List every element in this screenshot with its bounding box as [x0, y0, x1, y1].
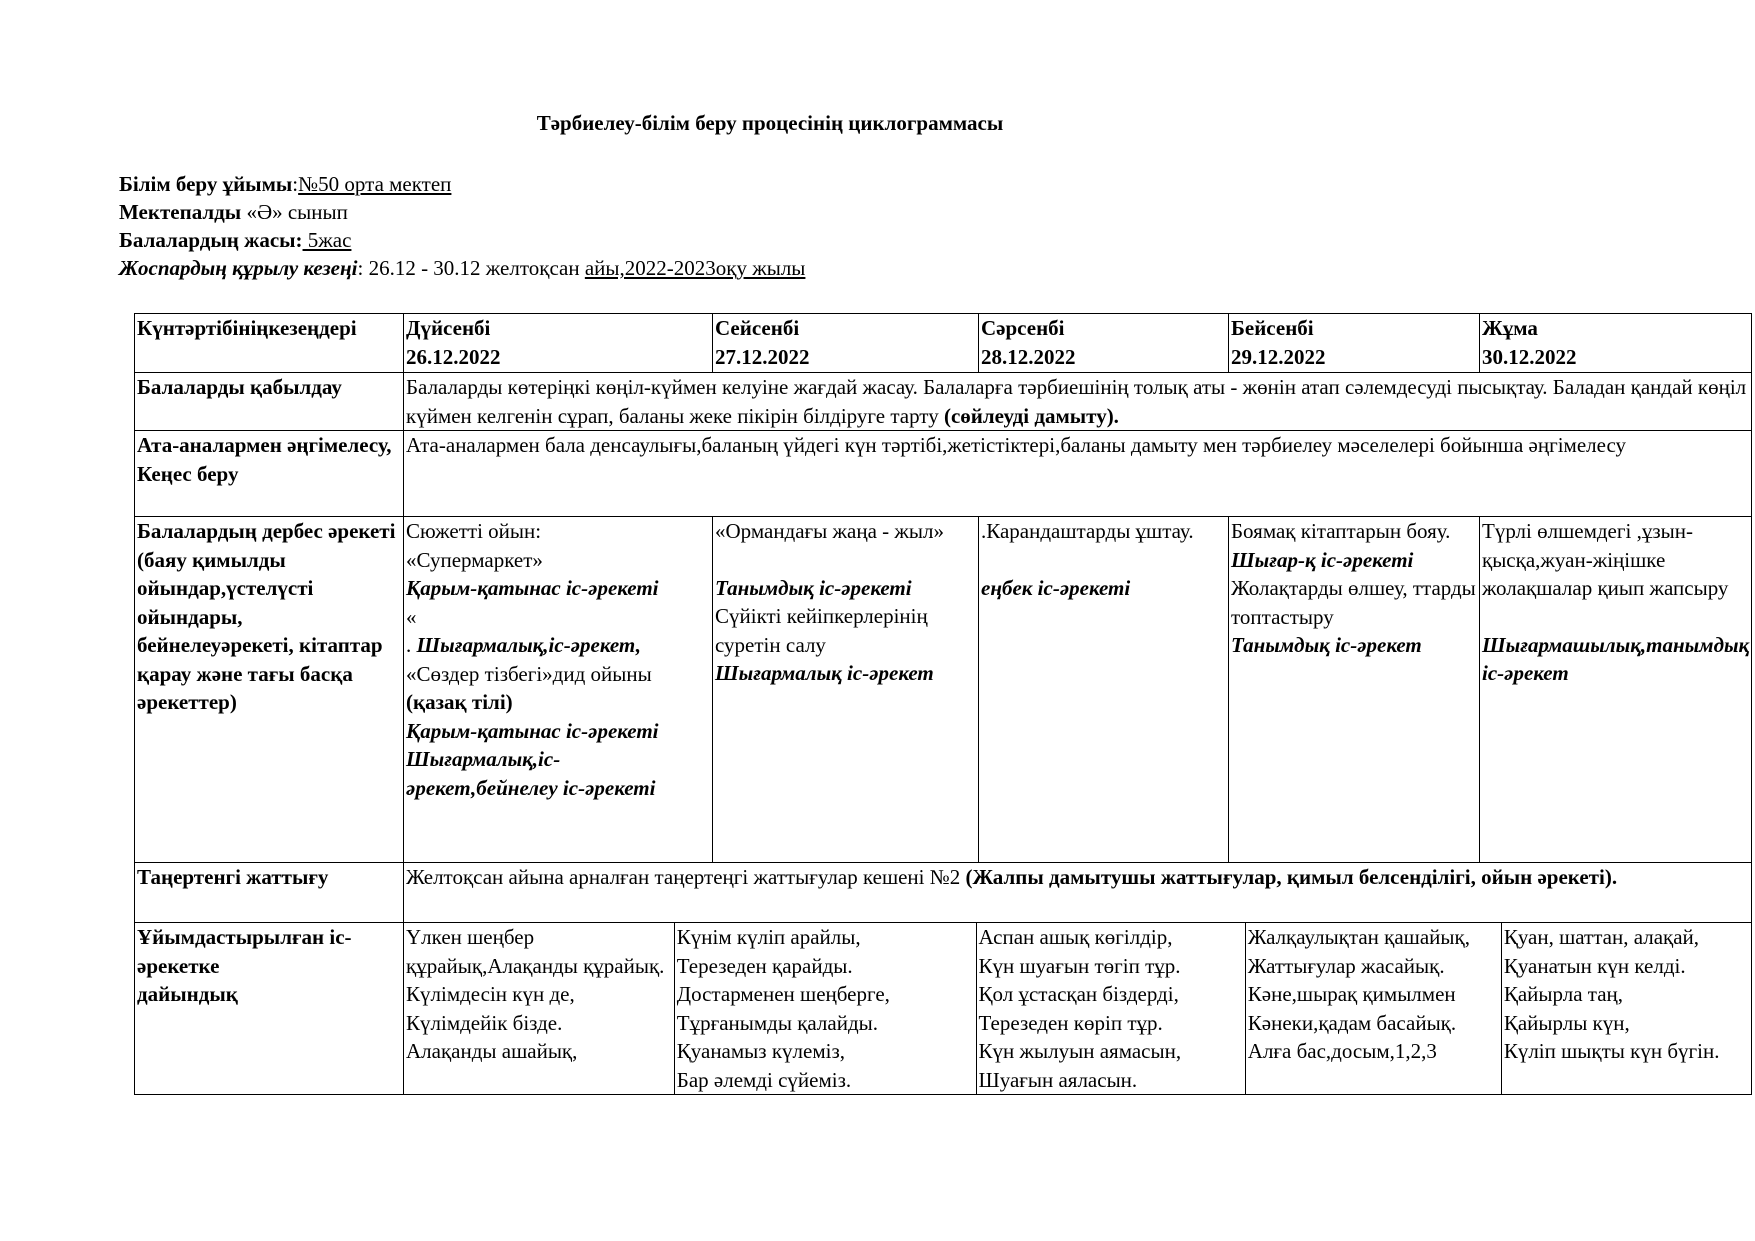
activity-line: Сүйікті кейіпкерлерінің суретін салу — [715, 604, 928, 657]
parents-row — [135, 431, 1752, 517]
reception-label: Балаларды қабылдау — [135, 373, 404, 431]
day-name: Сейсенбі — [715, 316, 800, 340]
activity-type: Шығармалық,іс-әрекет,бейнелеу іс-әрекеті — [406, 747, 656, 800]
exercise-row — [135, 863, 1752, 923]
parents-label: Ата-аналармен әңгімелесу, Кеңес беру — [135, 431, 404, 517]
activity-line: . Шығармалық,іс-әрекет, — [406, 633, 642, 657]
day-date: 27.12.2022 — [715, 344, 810, 369]
prep-row — [135, 923, 1752, 1095]
period-label: Жоспардың құрылу кезеңі — [119, 256, 358, 280]
period-value: айы,2022-2023оқу жылы — [584, 256, 806, 280]
day-date: 28.12.2022 — [981, 344, 1076, 369]
class-value: «Ә» сынып — [241, 200, 348, 224]
activity-line: Боямақ кітаптарын бояу. — [1231, 519, 1451, 543]
activity-line: Сюжетті ойын: — [406, 519, 542, 543]
day-name: Бейсенбі — [1231, 316, 1314, 340]
exercise-bold: (Жалпы дамытушы жаттығулар, қимыл белсенділігі, ойын әрекеті). — [965, 865, 1618, 889]
info-block — [119, 170, 805, 282]
class-line — [119, 198, 805, 226]
age-label: Балалардың жасы: — [119, 228, 303, 252]
prep-fri: Қуан, шаттан, алақай, Қуанатын күн келді. Қайырла таң, Қайырлы күн, Күліп шықты күн бүгін. — [1501, 923, 1751, 1094]
prep-nested-table — [404, 923, 1751, 1094]
activity-line: (қазақ тілі) — [406, 690, 513, 714]
activity-line: Жолақтарды өлшеу, ттарды топтастыру — [1231, 576, 1476, 629]
page-title: Тәрбиелеу-білім беру процесінің циклограммасы — [536, 111, 1004, 135]
reception-body: Балаларды көтеріңкі көңіл-күймен келуіне жағдай жасау. Балаларға тәрбиешінің толық аты - жөнін атап сәлемдесуді пысықтау. Баладан қандай көңіл күймен келгенін сұрап, баланы жеке пікірін білдіруге тарту — [406, 375, 1747, 428]
prep-cells — [404, 923, 1752, 1095]
day-name: Сәрсенбі — [981, 316, 1065, 340]
exercise-label: Таңертенгі жаттығу — [135, 863, 404, 923]
activity-type: Танымдық іс-әрекеті — [715, 575, 912, 600]
activity-line: «Сөздер тізбегі»дид ойыны — [406, 661, 652, 686]
prep-thu: Жалқаулықтан қашайық, Жаттығулар жасайық. Кәне,шырақ қимылмен Кәнеки,қадам басайық. Алға бас,досым,1,2,3 — [1245, 923, 1501, 1094]
activity-line: .Карандаштарды ұштау. — [981, 519, 1194, 543]
prep-label: Ұйымдастырылған іс-әрекетке дайындық — [135, 923, 404, 1095]
activity-mon — [404, 517, 713, 863]
activity-type: Қарым-қатынас іс-әрекеті — [406, 718, 659, 743]
cyclogram-table — [134, 313, 1752, 1095]
reception-text — [404, 373, 1752, 431]
activity-line: «Ормандағы жаңа - жыл» — [715, 519, 945, 543]
org-sep: : — [292, 172, 299, 196]
day-date: 26.12.2022 — [406, 344, 501, 369]
header-day-tue — [713, 314, 979, 373]
activity-line: « — [406, 604, 417, 629]
header-row — [135, 314, 1752, 373]
age-line — [119, 226, 805, 254]
day-name: Жұма — [1482, 316, 1538, 340]
day-date: 29.12.2022 — [1231, 344, 1326, 369]
activity-type: Танымдық іс-әрекет — [1231, 633, 1422, 657]
day-date: 30.12.2022 — [1482, 344, 1577, 369]
header-day-wed — [979, 314, 1229, 373]
exercise-text — [404, 863, 1752, 923]
activity-thu — [1229, 517, 1480, 863]
activity-line: Түрлі өлшемдегі ,ұзын-қысқа,жуан-жіңішке жолақшалар қиып жапсыру — [1482, 519, 1729, 600]
activity-fri — [1480, 517, 1752, 863]
org-label: Білім беру ұйымы — [119, 172, 293, 196]
parents-text: Ата-аналармен бала денсаулығы,баланың үйдегі күн тәртібі,жетістіктері,баланы дамыту мен тәрбиелеу мәселелері бойынша әңгімелесу — [404, 431, 1752, 517]
prep-tue: Күнім күліп арайлы, Терезеден қарайды. Достарменен шеңберге, Тұрғанымды қалайды. Қуанамыз күлеміз, Бар әлемді сүйеміз. — [674, 923, 976, 1094]
header-day-mon — [404, 314, 713, 373]
prep-mon: Үлкен шеңбер құрайық,Алақанды құрайық. Күлімдесін күн де, Күлімдейік бізде. Алақанды ашайық, — [406, 925, 665, 1063]
period-sep: : 26.12 - 30.12 желтоқсан — [357, 256, 585, 280]
day-name: Дүйсенбі — [406, 316, 491, 340]
class-label: Мектепалды — [119, 200, 242, 224]
reception-bold: (сөйлеуді дамыту). — [943, 403, 1119, 428]
activity-tue — [713, 517, 979, 863]
activity-type: Шығар-қ іс-әрекеті — [1231, 547, 1414, 572]
activity-wed — [979, 517, 1229, 863]
activity-type: еңбек іс-әрекеті — [981, 575, 1131, 600]
org-line — [119, 170, 805, 198]
header-day-thu — [1229, 314, 1480, 373]
org-value: №50 орта мектеп — [298, 172, 452, 196]
activity-type: Шығармашылық,танымдық іс-әрекет — [1482, 632, 1750, 685]
reception-row — [135, 373, 1752, 431]
activity-line: «Супермаркет» — [406, 547, 543, 572]
activity-row — [135, 517, 1752, 863]
age-value: 5жас — [302, 228, 352, 252]
header-label: Күнтәртібініңкезеңдері — [135, 314, 404, 373]
prep-wed: Аспан ашық көгілдір, Күн шуағын төгіп тұр. Қол ұстасқан біздерді, Терезеден көріп тұр. Күн жылуын аямасын, Шуағын аяласын. — [976, 923, 1245, 1094]
period-line — [119, 254, 805, 282]
activity-label: Балалардың дербес әрекеті (баяу қимылды ойындар,үстелүсті ойындары, бейнелеуәрекеті, кітаптар қарау және тағы басқа әрекеттер) — [135, 517, 404, 863]
activity-type: Қарым-қатынас іс-әрекеті — [406, 576, 659, 600]
exercise-body: Желтоқсан айына арналған таңертеңгі жаттығулар кешені №2 — [406, 865, 966, 889]
header-day-fri — [1480, 314, 1752, 373]
activity-type: Шығармалық іс-әрекет — [715, 661, 934, 685]
